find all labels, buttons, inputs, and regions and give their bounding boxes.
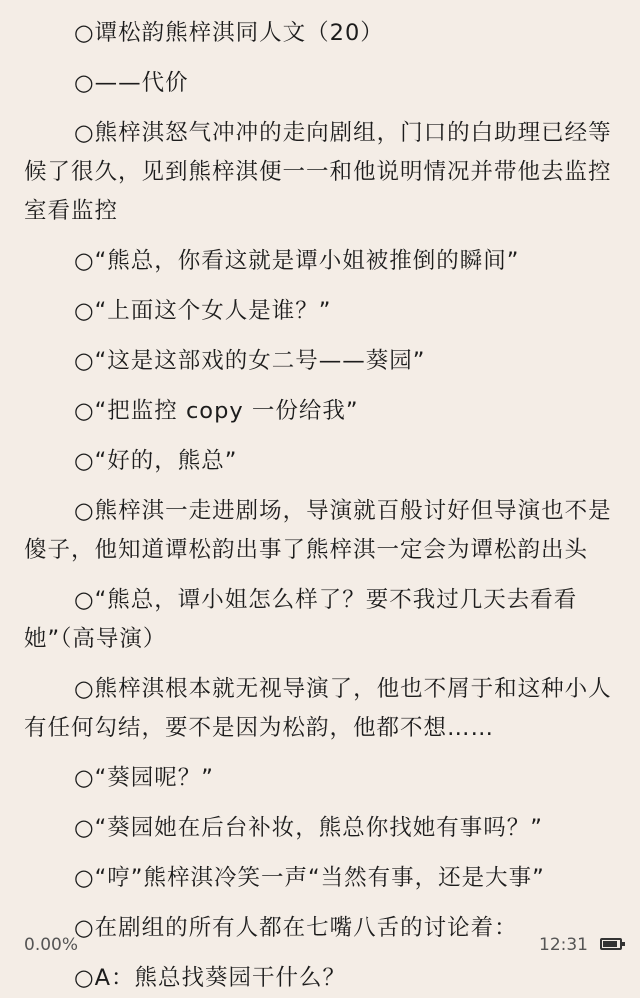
paragraph: ○在剧组的所有人都在七嘴八舌的讨论着： bbox=[74, 915, 518, 941]
battery-icon bbox=[600, 938, 622, 950]
paragraph: ○“熊总，谭小姐怎么样了？要不我过几天去看看她”（高导演） bbox=[24, 587, 578, 652]
paragraph: ○熊梓淇根本就无视导演了，他也不屑于和这种小人有任何勾结，要不是因为松韵，他都不想…… bbox=[24, 676, 612, 741]
clock-time: 12:31 bbox=[539, 935, 588, 955]
paragraph: ○“好的，熊总” bbox=[74, 448, 238, 474]
paragraph: ○A：熊总找葵园干什么？ bbox=[74, 965, 347, 991]
paragraph: ○“把监控 copy 一份给我” bbox=[74, 398, 359, 424]
paragraph: ○“这是这部戏的女二号——葵园” bbox=[74, 348, 426, 374]
paragraph: ○熊梓淇一走进剧场，导演就百般讨好但导演也不是傻子，他知道谭松韵出事了熊梓淇一定会为谭松韵出头 bbox=[24, 498, 612, 563]
paragraph: ○“熊总，你看这就是谭小姐被推倒的瞬间” bbox=[74, 248, 520, 274]
reader-status-bar bbox=[0, 930, 640, 960]
paragraph: ○“上面这个女人是谁？” bbox=[74, 298, 332, 324]
paragraph: ○“葵园她在后台补妆，熊总你找她有事吗？” bbox=[74, 815, 543, 841]
paragraph: ○熊梓淇怒气冲冲的走向剧组，门口的白助理已经等候了很久，见到熊梓淇便一一和他说明情况并带他去监控室看监控 bbox=[24, 120, 612, 224]
paragraph: ○“葵园呢？” bbox=[74, 765, 214, 791]
reading-progress: 0.00% bbox=[24, 935, 79, 955]
paragraph: ○谭松韵熊梓淇同人文（20） bbox=[74, 20, 384, 46]
reader-page[interactable] bbox=[0, 14, 640, 998]
paragraph: ○“哼”熊梓淇冷笑一声“当然有事，还是大事” bbox=[74, 865, 545, 891]
paragraph: ○——代价 bbox=[74, 70, 189, 96]
battery-level-fill bbox=[603, 941, 617, 947]
